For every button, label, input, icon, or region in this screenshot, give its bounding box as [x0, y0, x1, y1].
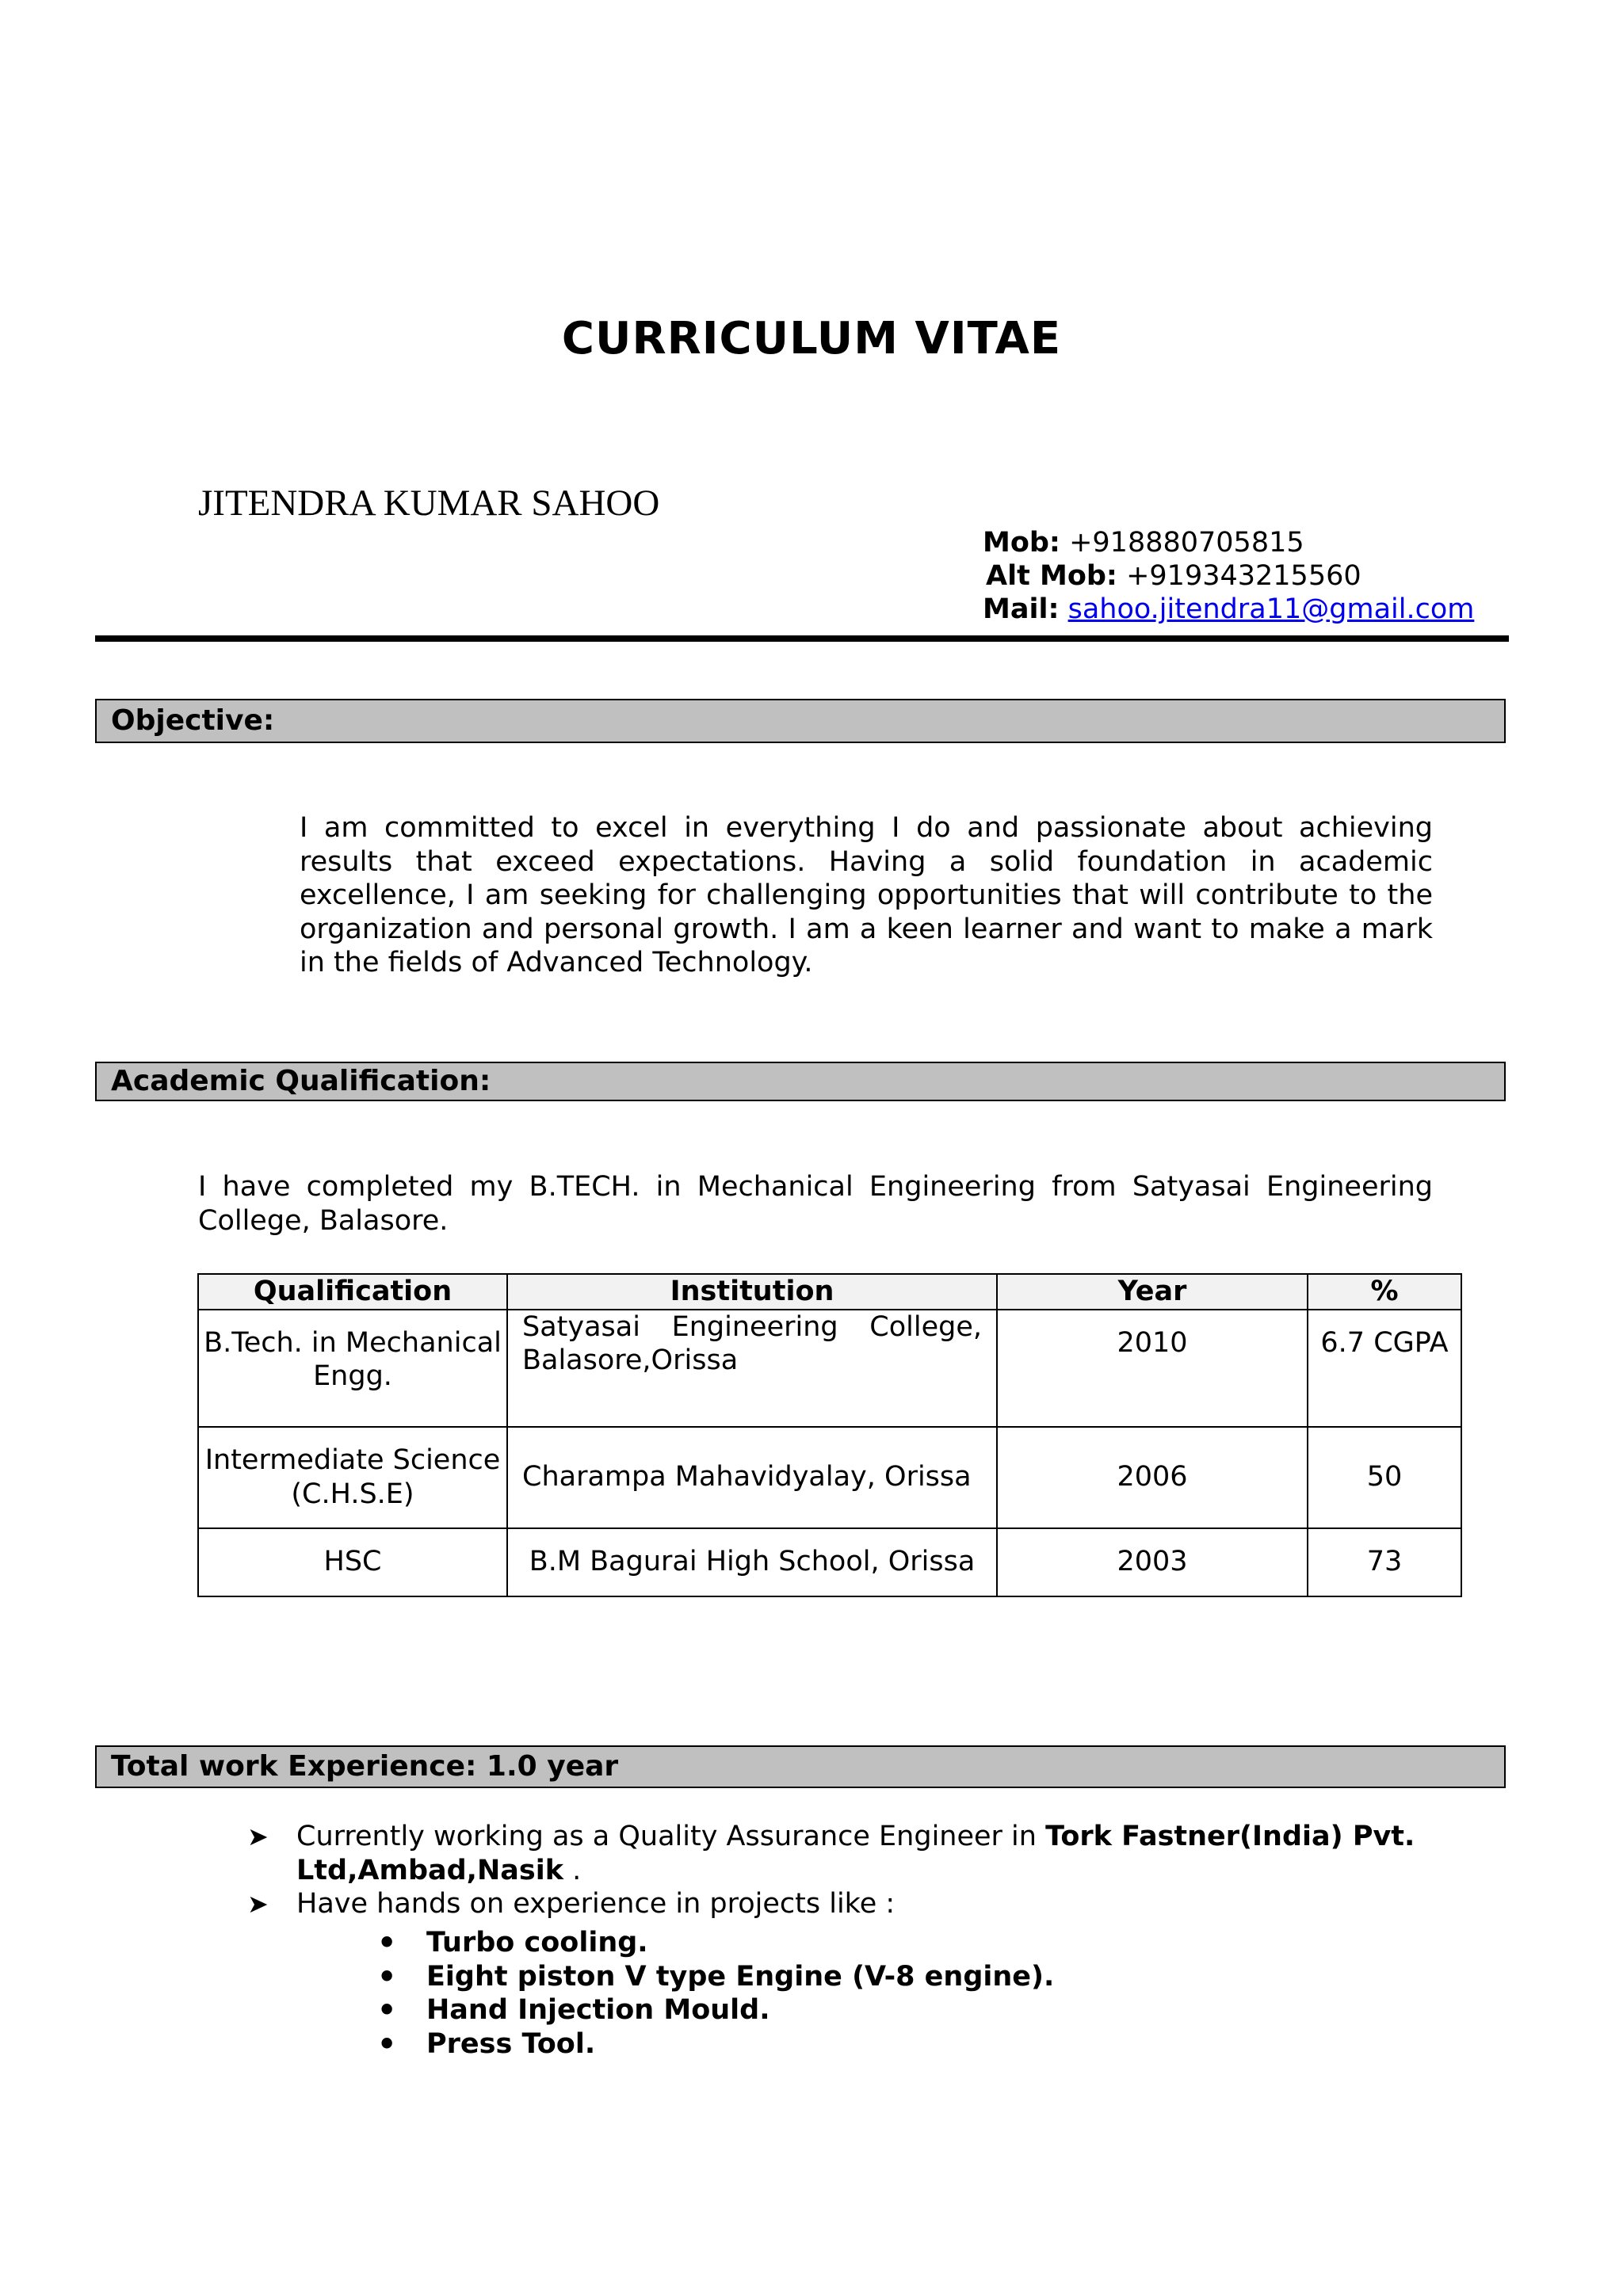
project-label: Turbo cooling. — [426, 1927, 648, 1958]
company-name: Tork Fastner(India) Pvt. Ltd,Ambad,Nasik — [296, 1821, 1415, 1886]
list-item — [247, 1887, 1436, 1921]
section-objective-heading: Objective: — [95, 699, 1506, 743]
arrow-bullet-icon: ➤ — [247, 1889, 269, 1919]
cell-year: 2006 — [997, 1427, 1308, 1528]
project-label: Hand Injection Mould. — [426, 1994, 770, 2026]
cell-institution: B.M Bagurai High School, Orissa — [507, 1528, 997, 1596]
project-item — [372, 1960, 1054, 1994]
table-row — [198, 1427, 1461, 1528]
objective-text: I am committed to excel in everything I do and passionate about achieving results that exceed expectations. Having a solid foundation in academic excellence, I am seeking for challenging opportunities that will contribute to the organization and personal growth. I am a keen learner and want to make a mark in the fields of Advanced Technology. — [300, 812, 1433, 978]
contact-mobile — [983, 527, 1304, 559]
work-item-text: Have hands on experience in projects like : — [296, 1888, 896, 1920]
cell-percent: 6.7 CGPA — [1308, 1310, 1461, 1427]
cell-institution: Charampa Mahavidyalay, Orissa — [507, 1427, 997, 1528]
cell-qualification: Intermediate Science (C.H.S.E) — [198, 1427, 507, 1528]
col-header-year: Year — [997, 1274, 1308, 1310]
page-title: CURRICULUM VITAE — [561, 313, 1062, 364]
alt-mobile-number: +919343215560 — [1126, 560, 1361, 592]
cell-institution: Satyasai Engineering College, Balasore,Orissa — [507, 1310, 997, 1427]
mail-label: Mail: — [983, 593, 1060, 625]
candidate-name: JITENDRA KUMAR SAHOO — [198, 482, 660, 524]
work-experience-list — [247, 1820, 1436, 1921]
round-bullet-icon: • — [377, 1925, 397, 1960]
col-header-institution: Institution — [507, 1274, 997, 1310]
table-header-row — [198, 1274, 1461, 1310]
work-item-prefix: Currently working as a Quality Assurance Engineer in — [296, 1821, 1046, 1852]
cell-percent: 73 — [1308, 1528, 1461, 1596]
alt-mobile-label: Alt Mob: — [986, 560, 1117, 592]
section-work-heading: Total work Experience: 1.0 year — [95, 1745, 1506, 1788]
project-label: Eight piston V type Engine (V-8 engine). — [426, 1960, 1055, 1993]
cell-qualification: HSC — [198, 1528, 507, 1596]
project-item — [372, 1926, 1054, 1960]
cell-qualification: B.Tech. in Mechanical Engg. — [198, 1310, 507, 1427]
arrow-bullet-icon: ➤ — [247, 1821, 269, 1852]
email-link[interactable]: sahoo.jitendra11@gmail.com — [1067, 593, 1475, 625]
contact-mail — [983, 593, 1474, 625]
contact-alt-mobile — [986, 560, 1361, 592]
round-bullet-icon: • — [377, 1958, 397, 1994]
section-academic-heading: Academic Qualification: — [95, 1062, 1506, 1101]
work-item-suffix: . — [563, 1854, 582, 1886]
col-header-qualification: Qualification — [198, 1274, 507, 1310]
mobile-number: +918880705815 — [1069, 527, 1304, 559]
col-header-percent: % — [1308, 1274, 1461, 1310]
list-item — [247, 1820, 1436, 1887]
cell-percent: 50 — [1308, 1427, 1461, 1528]
table-row — [198, 1528, 1461, 1596]
project-label: Press Tool. — [426, 2027, 596, 2060]
header-divider — [95, 635, 1509, 642]
academic-summary: I have completed my B.TECH. in Mechanical Engineering from Satyasai Engineering College, Balasore. — [198, 1171, 1433, 1237]
mobile-label: Mob: — [983, 527, 1060, 559]
round-bullet-icon: • — [377, 2026, 397, 2061]
table-row — [198, 1310, 1461, 1427]
cell-year: 2010 — [997, 1310, 1308, 1427]
project-item — [372, 2027, 1054, 2061]
round-bullet-icon: • — [377, 1993, 397, 2027]
qualification-table — [197, 1273, 1462, 1597]
cell-year: 2003 — [997, 1528, 1308, 1596]
project-item — [372, 1993, 1054, 2027]
projects-list — [372, 1926, 1054, 2061]
